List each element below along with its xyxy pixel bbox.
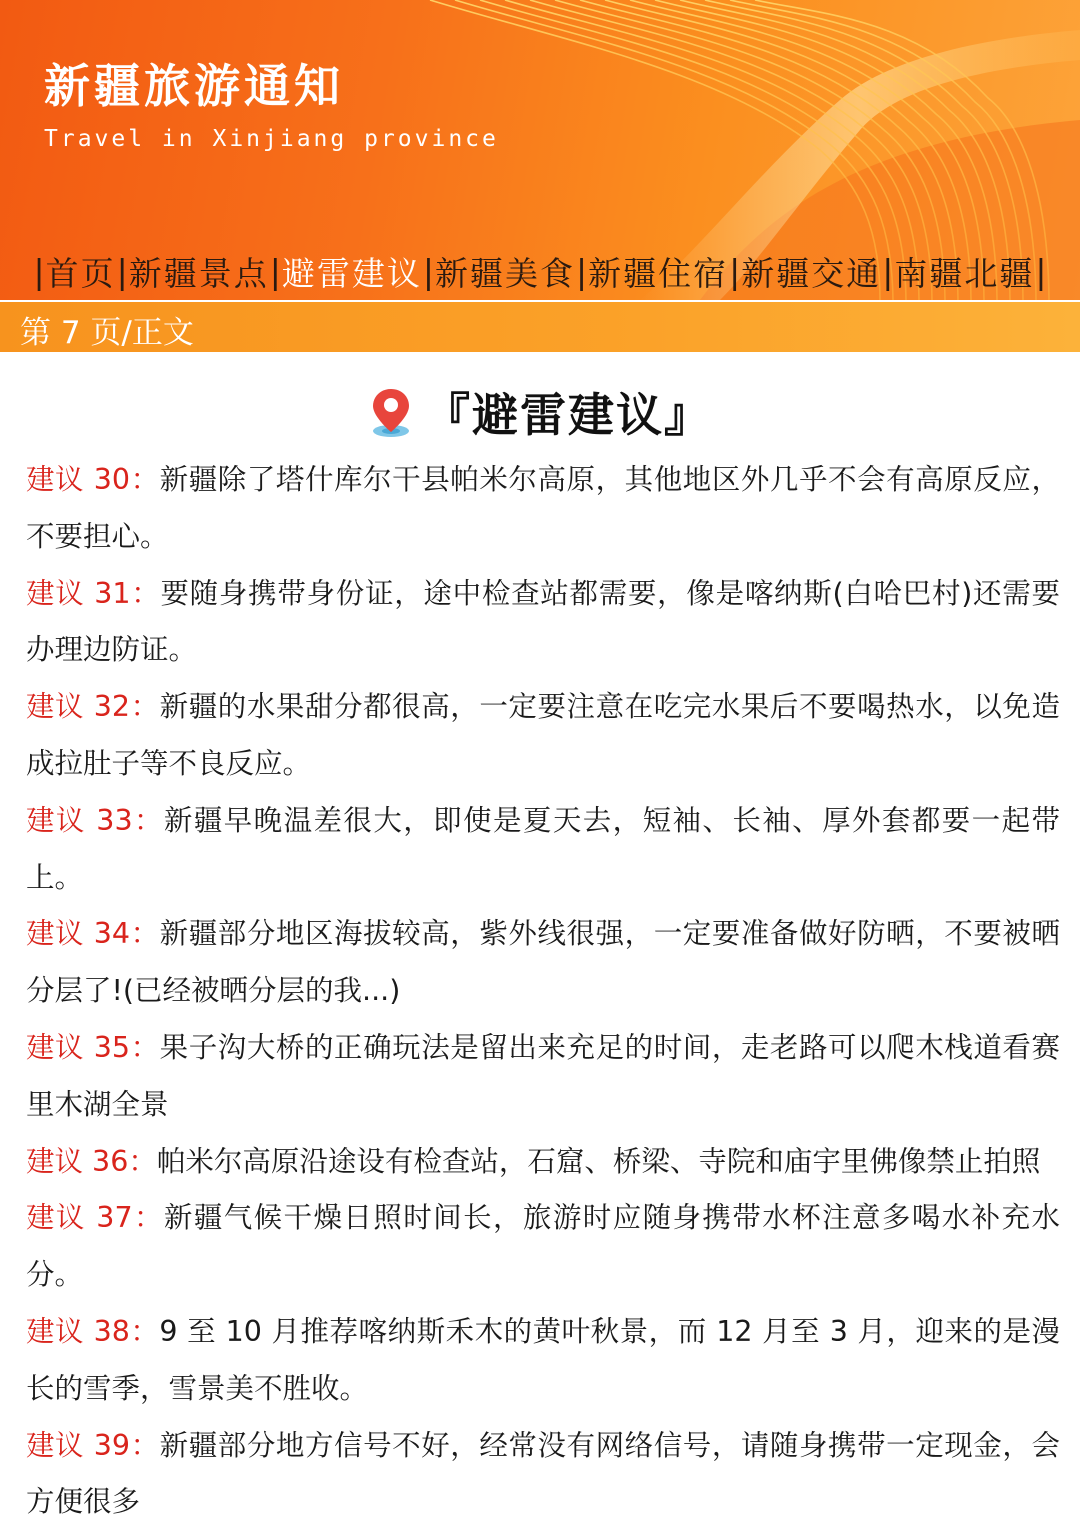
nav-separator: | — [729, 251, 741, 291]
tip-label: 建议 35： — [26, 1030, 160, 1064]
tip-label: 建议 37： — [26, 1201, 164, 1235]
nav-separator: | — [422, 251, 434, 291]
nav-item-regions[interactable]: 南疆北疆 — [894, 253, 1035, 293]
tips-list — [26, 452, 1060, 1531]
tip-text: 果子沟大桥的正确玩法是留出来充足的时间，走老路可以爬木栈道看赛里木湖全景 — [26, 1030, 1060, 1121]
tip-label: 建议 36： — [26, 1144, 157, 1178]
nav-separator: | — [1035, 251, 1047, 291]
list-item — [26, 793, 1060, 907]
top-nav — [0, 248, 1080, 294]
tip-label: 建议 38： — [26, 1314, 160, 1348]
section-heading — [0, 380, 1080, 444]
list-item — [26, 1134, 1060, 1191]
tip-label: 建议 31： — [26, 576, 161, 610]
tip-text: 帕米尔高原沿途设有检查站，石窟、桥梁、寺院和庙宇里佛像禁止拍照 — [156, 1144, 1041, 1178]
list-item — [26, 1020, 1060, 1134]
list-item — [26, 906, 1060, 1020]
nav-item-home[interactable]: 首页 — [45, 253, 116, 293]
nav-separator: | — [882, 251, 894, 291]
nav-separator: | — [576, 251, 588, 291]
tip-text: 新疆早晚温差很大，即使是夏天去，短袖、长袖、厚外套都要一起带上。 — [26, 803, 1060, 894]
list-item — [26, 679, 1060, 793]
header-banner — [0, 0, 1080, 300]
tip-text: 新疆除了塔什库尔干县帕米尔高原，其他地区外几乎不会有高原反应，不要担心。 — [26, 463, 1060, 553]
tip-text: 新疆部分地方信号不好，经常没有网络信号，请随身携带一定现金，会方便很多 — [26, 1428, 1060, 1519]
list-item — [26, 1304, 1060, 1418]
nav-separator: | — [116, 251, 128, 291]
nav-item-tips[interactable]: 避雷建议 — [281, 253, 422, 293]
nav-item-attractions[interactable]: 新疆景点 — [128, 253, 269, 293]
tip-text: 新疆的水果甜分都很高，一定要注意在吃完水果后不要喝热水，以免造成拉肚子等不良反应。 — [26, 690, 1060, 780]
nav-separator: | — [33, 251, 45, 291]
nav-item-food[interactable]: 新疆美食 — [435, 253, 575, 293]
tip-text: 要随身携带身份证，途中检查站都需要，像是喀纳斯(白哈巴村)还需要办理边防证。 — [26, 576, 1060, 667]
tip-text: 新疆气候干燥日照时间长，旅游时应随身携带水杯注意多喝水补充水分。 — [26, 1201, 1060, 1292]
brand-subtitle: Travel in Xinjiang province — [44, 126, 499, 152]
tip-label: 建议 30： — [26, 463, 160, 496]
location-pin-icon — [368, 386, 414, 438]
tip-label: 建议 34： — [26, 917, 160, 951]
list-item — [26, 1190, 1060, 1304]
list-item — [26, 1418, 1060, 1531]
tip-label: 建议 33： — [26, 803, 164, 837]
list-item — [26, 452, 1060, 566]
tip-text: 新疆部分地区海拔较高，紫外线很强，一定要准备做好防晒，不要被晒分层了!(已经被晒分层的我...) — [26, 917, 1060, 1008]
tip-label: 建议 32： — [26, 690, 160, 724]
nav-separator: | — [269, 251, 281, 291]
tip-label: 建议 39： — [26, 1428, 160, 1462]
brand-title: 新疆旅游通知 — [44, 59, 344, 113]
page-indicator: 第 7 页/正文 — [20, 315, 194, 351]
nav-item-transport[interactable]: 新疆交通 — [741, 253, 882, 293]
tip-text: 9 至 10 月推荐喀纳斯禾木的黄叶秋景，而 12 月至 3 月，迎来的是漫长的雪季，雪景美不胜收。 — [26, 1314, 1060, 1405]
page-indicator-bar — [0, 302, 1080, 352]
list-item — [26, 566, 1060, 680]
section-title: 『避雷建议』 — [424, 388, 712, 442]
nav-item-lodging[interactable]: 新疆住宿 — [588, 253, 729, 293]
